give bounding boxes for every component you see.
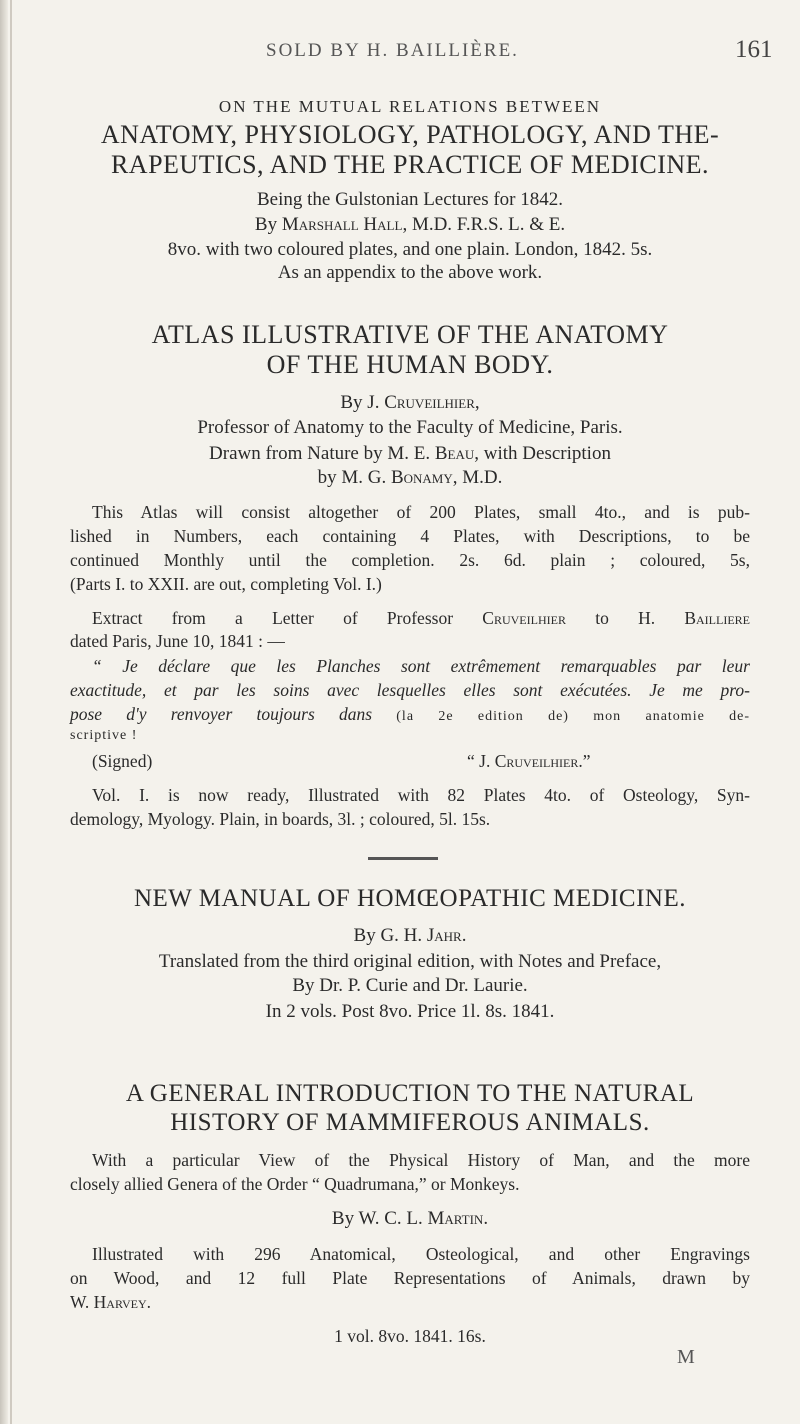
section-divider: [368, 857, 438, 860]
entry-author: By W. C. L. Martin.: [331, 1208, 489, 1229]
description-author-line: by M. G. Bonamy, M.D.: [317, 467, 503, 488]
entry-title-line: A GENERAL INTRODUCTION TO THE NATURAL: [125, 1080, 695, 1107]
entry-author: By Marshall Hall, M.D. F.R.S. L. & E.: [254, 214, 566, 235]
author-name: Cruveilhier: [384, 392, 475, 413]
author-name: Jahr: [426, 925, 462, 946]
entry-title-line: ANATOMY, PHYSIOLOGY, PATHOLOGY, AND THE-: [100, 120, 720, 149]
entry-title-line: ATLAS ILLUSTRATIVE OF THE ANATOMY: [151, 320, 669, 349]
paragraph-line: lished in Numbers, each containing 4 Plates, with Descriptions, to be: [70, 526, 750, 546]
entry-author: By J. Cruveilhier,: [340, 392, 480, 413]
paragraph-line: Extract from a Letter of Professor Cruveilhier to H. Bailliere: [92, 608, 750, 628]
paragraph-line: This Atlas will consist altogether of 200 Plates, small 4to., and is pub-: [92, 502, 750, 522]
quote-line: exactitude, et par les soins avec lesquelles elles sont exécutées. Je me pro-: [70, 680, 750, 700]
paragraph-line: (Parts I. to XXII. are out, completing Vol. I.): [70, 574, 382, 594]
author-name: Marshall Hall: [281, 214, 403, 235]
paragraph-line: W. Harvey.: [70, 1292, 152, 1312]
page-edge: [0, 0, 8, 1424]
author-name: Martin: [427, 1208, 484, 1229]
entry-details: In 2 vols. Post 8vo. Price 1l. 8s. 1841.: [265, 1001, 555, 1022]
paragraph-line: dated Paris, June 10, 1841 : —: [70, 631, 285, 651]
signature: “ J. Cruveilhier.”: [467, 751, 591, 771]
entry-title-line: OF THE HUMAN BODY.: [266, 350, 554, 379]
entry-author: By G. H. Jahr.: [353, 925, 467, 946]
signed-label: (Signed): [92, 751, 153, 771]
quote-line: pose d'y renvoyer toujours dans (la 2e edition de) mon anatomie de-: [70, 704, 750, 724]
quote-line: scriptive !: [70, 728, 138, 743]
paragraph-line: With a particular View of the Physical History of Man, and the more: [92, 1150, 750, 1170]
page-number: 161: [735, 36, 773, 63]
paragraph-line: Vol. I. is now ready, Illustrated with 82 Plates 4to. of Osteology, Syn-: [92, 785, 750, 805]
entry-title: NEW MANUAL OF HOMŒOPATHIC MEDICINE.: [133, 885, 686, 912]
entry-kicker: ON THE MUTUAL RELATIONS BETWEEN: [218, 97, 602, 116]
paragraph-line: on Wood, and 12 full Plate Representations of Animals, drawn by: [70, 1268, 750, 1288]
page-edge-line: [10, 0, 12, 1424]
running-head: SOLD BY H. BAILLIÈRE.: [266, 40, 519, 61]
paragraph-line: continued Monthly until the completion. 2s. 6d. plain ; coloured, 5s,: [70, 550, 750, 570]
paragraph-line: Illustrated with 296 Anatomical, Osteological, and other Engravings: [92, 1244, 750, 1264]
entry-title-line: RAPEUTICS, AND THE PRACTICE OF MEDICINE.: [110, 150, 710, 179]
entry-subtitle: Being the Gulstonian Lectures for 1842.: [256, 189, 564, 210]
author-affiliation: Professor of Anatomy to the Faculty of Medicine, Paris.: [197, 417, 623, 438]
quote-line: “ Je déclare que les Planches sont extrêmement remarquables par leur: [92, 656, 750, 676]
signature-mark: M: [677, 1346, 695, 1368]
translation-note: Translated from the third original edition, with Notes and Preface,: [158, 951, 662, 972]
entry-details: As an appendix to the above work.: [277, 262, 543, 283]
illustrator-line: Drawn from Nature by M. E. Beau, with Description: [209, 443, 611, 464]
entry-details: 1 vol. 8vo. 1841. 16s.: [334, 1326, 486, 1346]
page-header: [0, 36, 800, 70]
paragraph-line: closely allied Genera of the Order “ Quadrumana,” or Monkeys.: [70, 1174, 520, 1194]
entry-details: 8vo. with two coloured plates, and one plain. London, 1842. 5s.: [167, 239, 653, 260]
paragraph-line: demology, Myology. Plain, in boards, 3l. ; coloured, 5l. 15s.: [70, 809, 491, 829]
entry-title-line: HISTORY OF MAMMIFEROUS ANIMALS.: [170, 1109, 650, 1136]
translators: By Dr. P. Curie and Dr. Laurie.: [292, 975, 528, 996]
